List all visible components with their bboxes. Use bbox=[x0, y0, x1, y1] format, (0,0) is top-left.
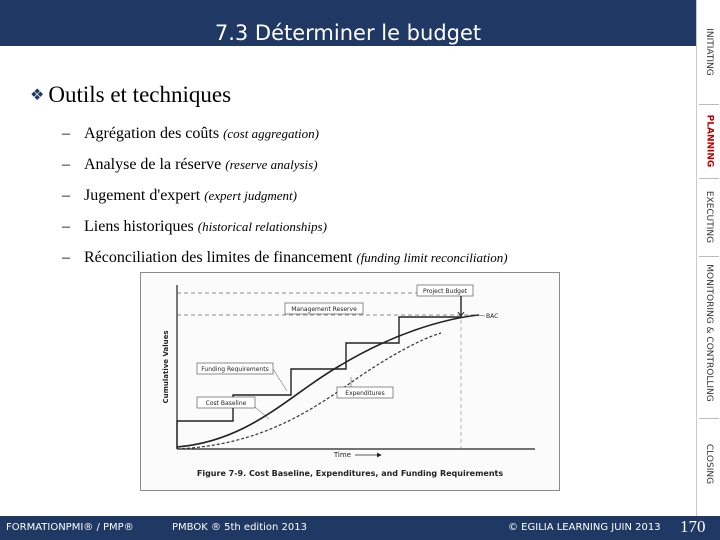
svg-text:Expenditures: Expenditures bbox=[345, 390, 385, 397]
phase-monitoring-controlling bbox=[697, 256, 720, 410]
svg-text:Cost Baseline: Cost Baseline bbox=[205, 400, 247, 407]
item-en: (funding limit reconciliation) bbox=[356, 249, 508, 265]
y-axis-label: Cumulative Values bbox=[162, 330, 170, 404]
phase-executing bbox=[697, 178, 720, 256]
dash-bullet: – bbox=[62, 217, 70, 235]
phase-planning-label: PLANNING bbox=[704, 114, 715, 168]
list-item bbox=[62, 242, 508, 273]
funding-requirements-label bbox=[197, 363, 273, 374]
phase-closing bbox=[697, 418, 720, 510]
list-item bbox=[62, 118, 508, 149]
phase-sidebar bbox=[696, 0, 720, 540]
technique-list bbox=[62, 118, 508, 273]
cost-baseline-curve bbox=[177, 315, 479, 447]
management-reserve-label bbox=[285, 303, 363, 314]
funding-leader bbox=[273, 369, 287, 391]
item-fr: Réconciliation des limites de financement bbox=[84, 248, 353, 266]
item-en: (reserve analysis) bbox=[225, 156, 318, 172]
item-en: (expert judgment) bbox=[204, 187, 297, 203]
dash-bullet: – bbox=[62, 124, 70, 142]
svg-text:Funding Requirements: Funding Requirements bbox=[201, 366, 269, 373]
svg-text:Management Reserve: Management Reserve bbox=[291, 306, 357, 313]
item-fr: Agrégation des coûts bbox=[84, 124, 220, 142]
dash-bullet: – bbox=[62, 155, 70, 173]
page-number: 170 bbox=[680, 517, 706, 536]
item-fr: Analyse de la réserve bbox=[84, 155, 222, 173]
footer-course: FORMATIONPMI® / PMP® bbox=[6, 522, 134, 533]
item-fr: Jugement d'expert bbox=[84, 186, 201, 204]
footer-copyright: © EGILIA LEARNING JUIN 2013 bbox=[508, 522, 661, 533]
x-axis-label: Time bbox=[333, 451, 351, 459]
phase-planning bbox=[697, 104, 720, 178]
svg-text:Project Budget: Project Budget bbox=[422, 288, 468, 295]
item-fr: Liens historiques bbox=[84, 217, 194, 235]
slide-title: 7.3 Déterminer le budget bbox=[214, 21, 482, 45]
section-heading bbox=[30, 82, 231, 108]
phase-monitoring-label: MONITORING & CONTROLLING bbox=[704, 264, 714, 402]
dash-bullet: – bbox=[62, 248, 70, 266]
diamond-bullet-icon: ❖ bbox=[30, 87, 45, 104]
expenditures-label bbox=[337, 387, 393, 398]
bac-label: BAC bbox=[486, 313, 499, 320]
phase-initiating-label: INITIATING bbox=[704, 28, 715, 76]
phase-closing-label: CLOSING bbox=[704, 443, 715, 485]
figure-caption: Figure 7-9. Cost Baseline, Expenditures, and Funding Requirements bbox=[196, 469, 504, 478]
footer-edition: PMBOK ® 5th edition 2013 bbox=[172, 522, 307, 533]
item-en: (cost aggregation) bbox=[223, 125, 319, 141]
phase-executing-label: EXECUTING bbox=[704, 190, 714, 244]
item-en: (historical relationships) bbox=[197, 218, 327, 234]
list-item bbox=[62, 211, 508, 242]
dash-bullet: – bbox=[62, 186, 70, 204]
footer-bar bbox=[0, 516, 720, 540]
list-item bbox=[62, 149, 508, 180]
cost-baseline-diagram bbox=[141, 273, 559, 490]
cost-baseline-label bbox=[197, 397, 255, 408]
project-budget-label bbox=[417, 285, 473, 296]
slide-title-bar bbox=[0, 0, 696, 46]
cost-baseline-figure bbox=[140, 272, 560, 491]
phase-initiating bbox=[697, 0, 720, 104]
expenditures-curve bbox=[177, 333, 441, 449]
list-item bbox=[62, 180, 508, 211]
section-heading-text: Outils et techniques bbox=[48, 82, 232, 107]
